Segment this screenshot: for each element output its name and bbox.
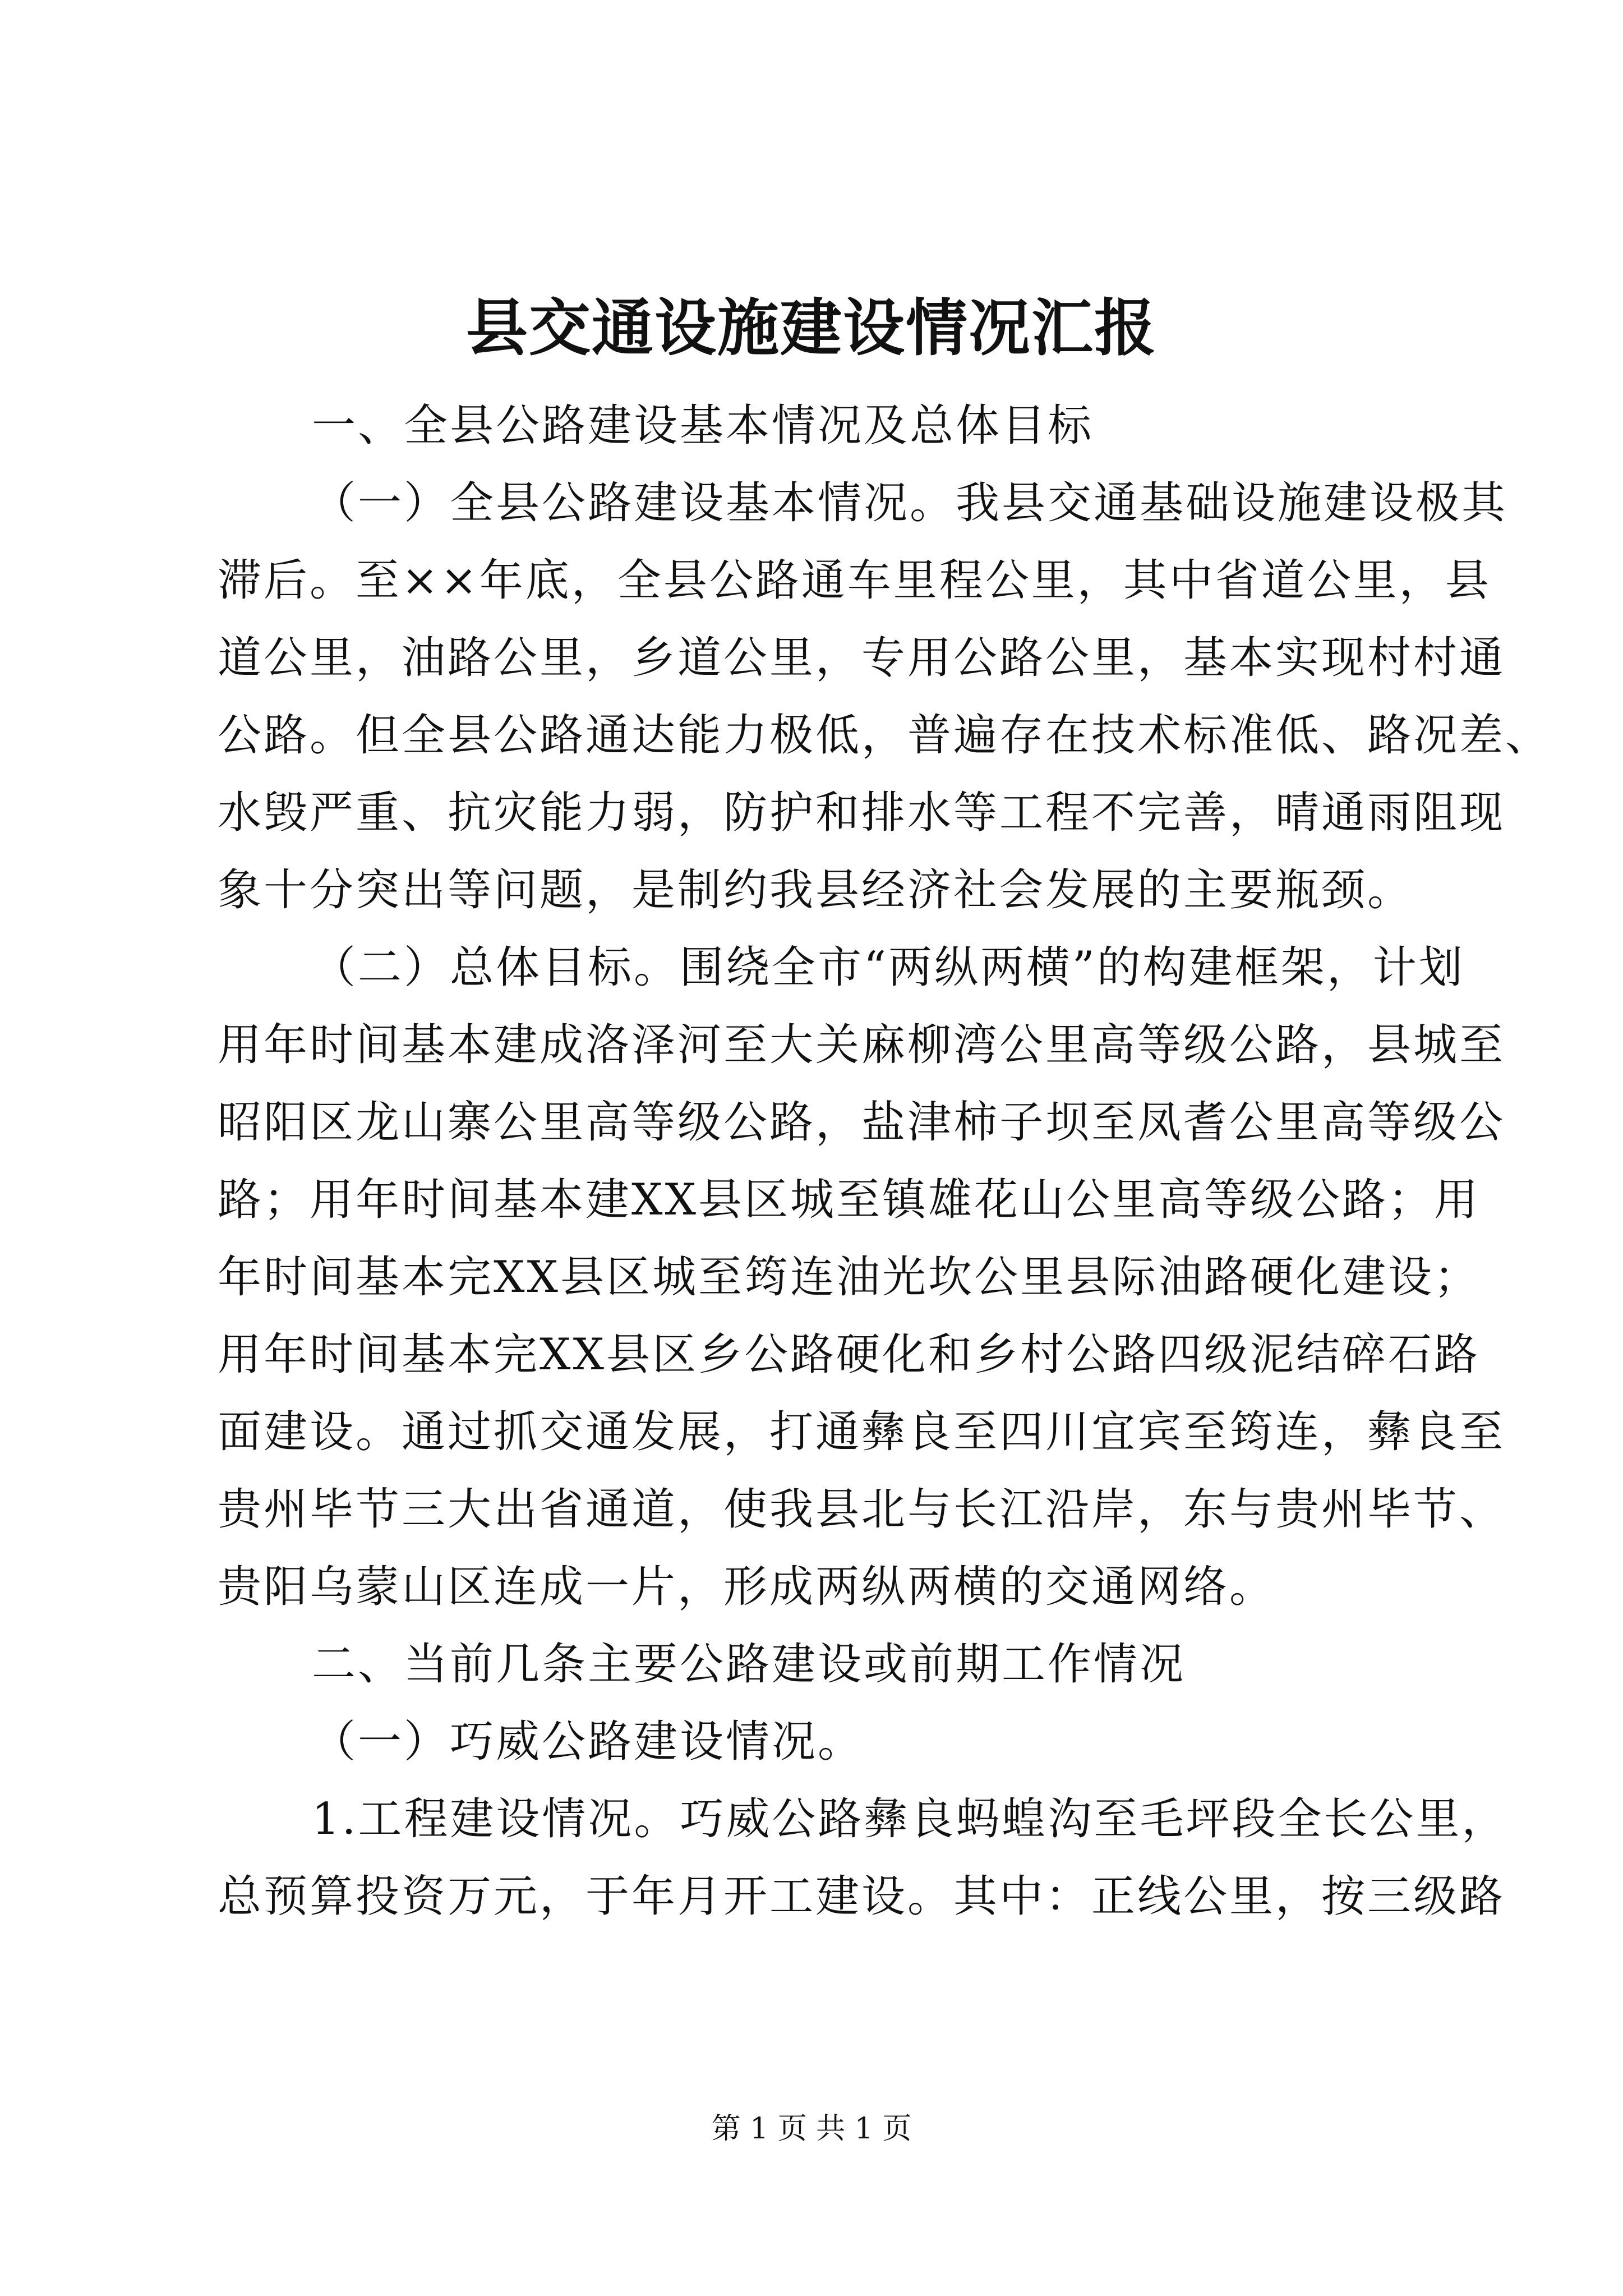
text-line: 二、当前几条主要公路建设或前期工作情况 xyxy=(312,1639,1186,1690)
text-line: 道公里，油路公里，乡道公里，专用公路公里，基本实现村村通 xyxy=(218,633,1506,683)
text-line: 面建设。通过抓交通发展，打通彝良至四川宜宾至筠连，彝良至 xyxy=(218,1407,1506,1457)
text-line: 象十分突出等问题，是制约我县经济社会发展的主要瓶颈。 xyxy=(218,865,1414,915)
text-line: 水毁严重、抗灾能力弱，防护和排水等工程不完善，晴通雨阻现 xyxy=(218,788,1506,838)
paragraph-basic-situation xyxy=(218,464,1552,929)
text-line: （二）总体目标。围绕全市“两纵两横”的构建框架，计划 xyxy=(312,942,1465,993)
text-line: 贵阳乌蒙山区连成一片，形成两纵两横的交通网络。 xyxy=(218,1562,1276,1612)
text-line: 1.工程建设情况。巧威公路彝良蚂蝗沟至毛坪段全长公里， xyxy=(312,1794,1508,1844)
text-line: 昭阳区龙山寨公里高等级公路，盐津柿子坝至凤耆公里高等级公 xyxy=(218,1097,1506,1148)
section-heading-2 xyxy=(218,1626,1423,1703)
text-line: 滞后。至××年底，全县公路通车里程公里，其中省道公里，县 xyxy=(218,555,1491,606)
text-line: 年时间基本完XX县区城至筠连油光坎公里县际油路硬化建设； xyxy=(218,1252,1481,1303)
document-title: 县交通设施建设情况汇报 xyxy=(466,292,1157,364)
text-line: 公路。但全县公路通达能力极低，普遍存在技术标准低、路况差、 xyxy=(218,710,1552,761)
section-heading-1 xyxy=(218,387,1423,464)
text-line: 路；用年时间基本建XX县区城至镇雄花山公里高等级公路；用 xyxy=(218,1175,1481,1225)
text-line: 总预算投资万元，于年月开工建设。其中：正线公里，按三级路 xyxy=(218,1871,1506,1922)
text-line: 用年时间基本完XX县区乡公路硬化和乡村公路四级泥结碎石路 xyxy=(218,1329,1481,1380)
text-line: 一、全县公路建设基本情况及总体目标 xyxy=(312,401,1094,451)
text-line: （一）全县公路建设基本情况。我县交通基础设施建设极其 xyxy=(312,478,1508,528)
document-body xyxy=(218,387,1552,1935)
text-line: 贵州毕节三大出省通道，使我县北与长江沿岸，东与贵州毕节、 xyxy=(218,1484,1506,1535)
text-line: （一）巧威公路建设情况。 xyxy=(312,1717,864,1767)
subsection-heading-1 xyxy=(218,1703,1423,1780)
page-footer: 第 1 页 共 1 页 xyxy=(711,2112,912,2146)
paragraph-construction xyxy=(218,1780,1508,1935)
text-line: 用年时间基本建成洛泽河至大关麻柳湾公里高等级公路，县城至 xyxy=(218,1020,1506,1070)
paragraph-overall-goal xyxy=(218,929,1506,1626)
